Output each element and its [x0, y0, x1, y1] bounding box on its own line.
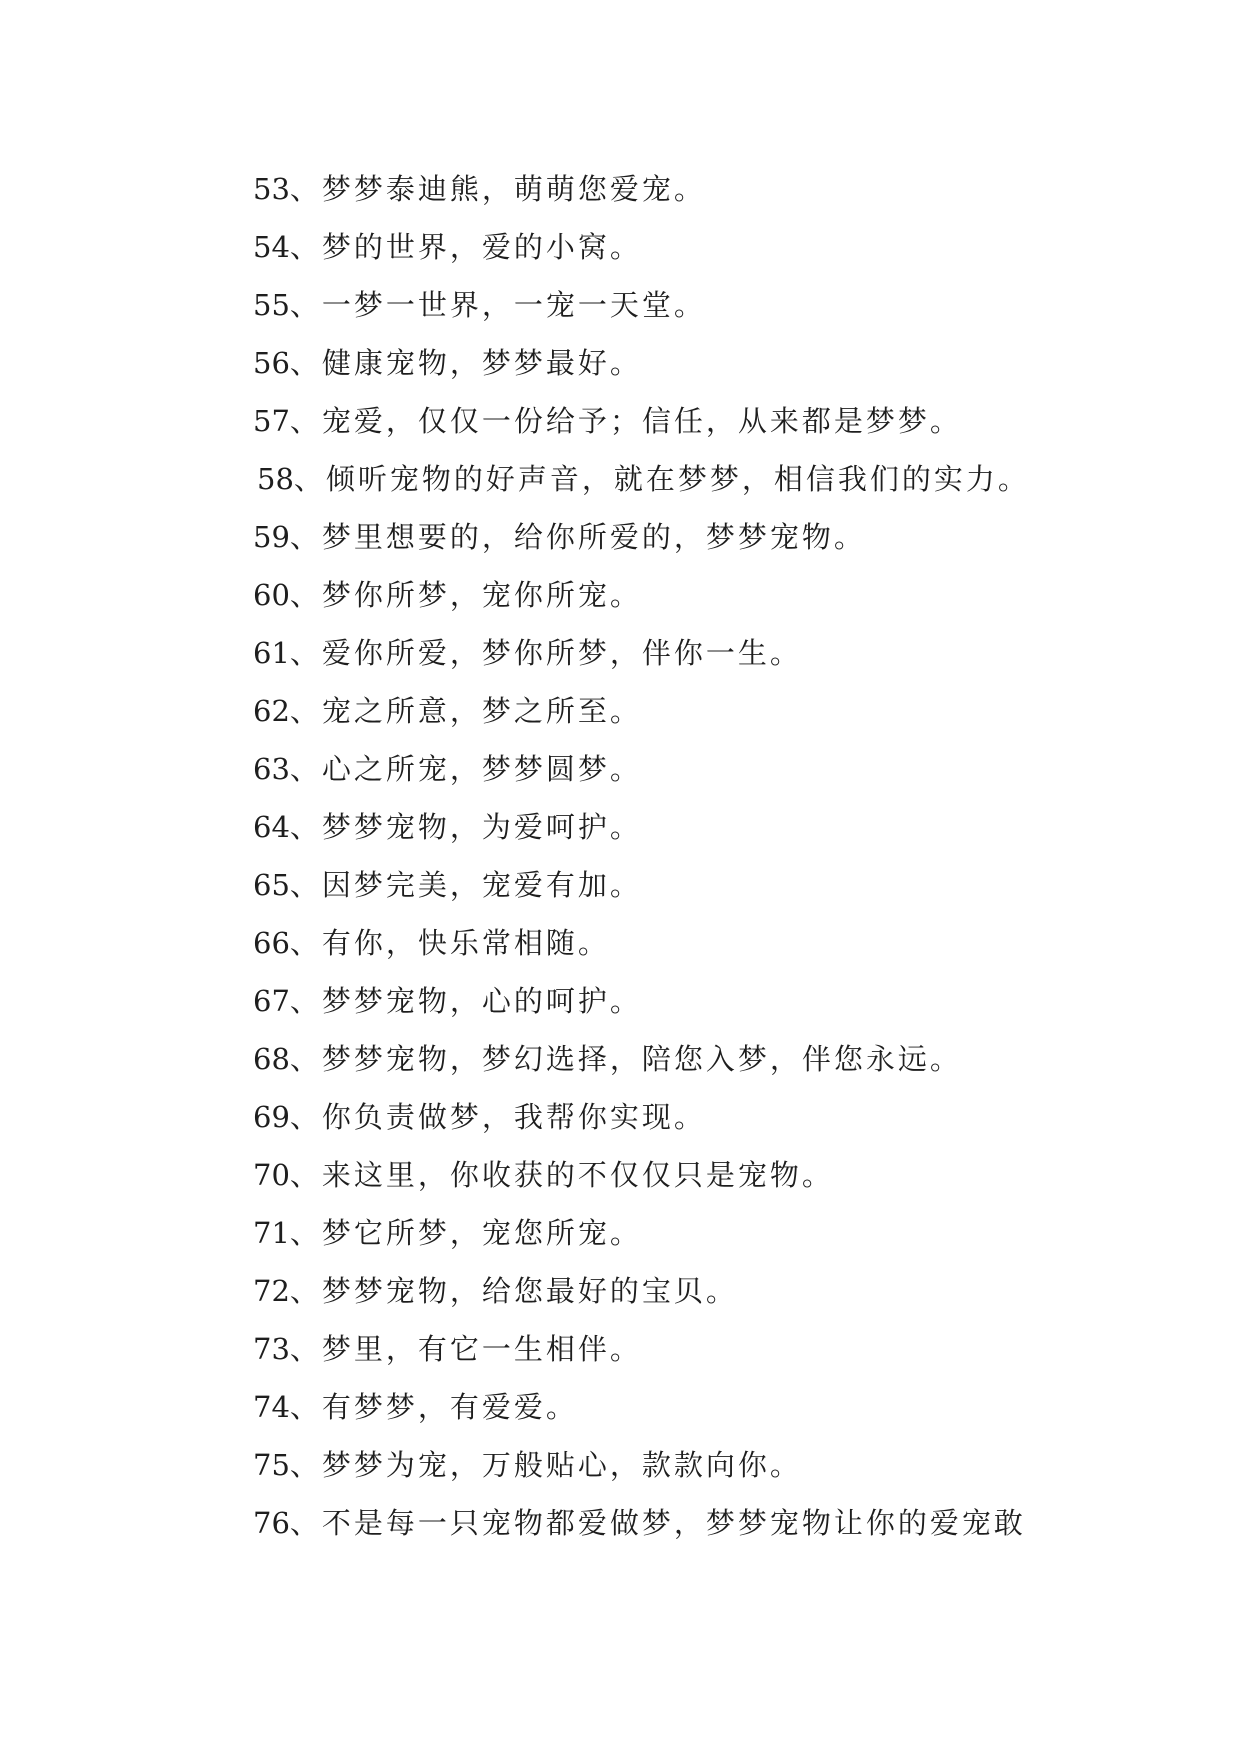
item-number: 60 [253, 578, 290, 612]
item-text: 健康宠物，梦梦最好。 [321, 346, 642, 380]
item-text: 不是每一只宠物都爱做梦，梦梦宠物让你的爱宠敢 [321, 1506, 1026, 1540]
list-item [253, 682, 1193, 740]
list-item [253, 624, 1193, 682]
item-text: 梦的世界，爱的小窝。 [321, 230, 642, 264]
item-text: 梦梦宠物，梦幻选择，陪您入梦，伴您永远。 [321, 1042, 962, 1076]
item-separator: 、 [289, 230, 322, 264]
item-text: 有你，快乐常相随。 [321, 926, 610, 960]
item-text: 倾听宠物的好声音，就在梦梦，相信我们的实力。 [325, 462, 1030, 496]
item-number: 58 [257, 462, 294, 496]
item-number: 56 [253, 346, 290, 380]
item-text: 梦梦为宠，万般贴心，款款向你。 [321, 1448, 802, 1482]
item-number: 64 [253, 810, 290, 844]
item-text: 梦里想要的，给你所爱的，梦梦宠物。 [321, 520, 866, 554]
item-number: 62 [253, 694, 290, 728]
list-item [253, 392, 1193, 450]
item-number: 75 [253, 1448, 290, 1482]
item-separator: 、 [289, 346, 322, 380]
item-separator: 、 [289, 1042, 322, 1076]
list-item [253, 1204, 1193, 1262]
item-text: 一梦一世界，一宠一天堂。 [321, 288, 706, 322]
item-text: 梦梦宠物，给您最好的宝贝。 [321, 1274, 738, 1308]
item-number: 69 [253, 1100, 290, 1134]
item-number: 70 [253, 1158, 290, 1192]
item-text: 梦里，有它一生相伴。 [321, 1332, 642, 1366]
slogan-list [253, 160, 1193, 1552]
list-item [253, 1436, 1193, 1494]
item-separator: 、 [289, 1448, 322, 1482]
list-item [253, 1320, 1193, 1378]
list-item [253, 508, 1193, 566]
list-item [253, 972, 1193, 1030]
list-item [253, 566, 1193, 624]
item-separator: 、 [289, 926, 322, 960]
item-number: 63 [253, 752, 290, 786]
item-separator: 、 [289, 1158, 322, 1192]
item-number: 73 [253, 1332, 290, 1366]
item-number: 66 [253, 926, 290, 960]
item-separator: 、 [289, 868, 322, 902]
item-text: 梦它所梦，宠您所宠。 [321, 1216, 642, 1250]
list-item [253, 740, 1193, 798]
item-number: 61 [253, 636, 290, 670]
item-number: 67 [253, 984, 290, 1018]
item-text: 有梦梦，有爱爱。 [321, 1390, 578, 1424]
list-item [253, 334, 1193, 392]
item-number: 71 [253, 1216, 290, 1250]
list-item [253, 1030, 1193, 1088]
list-item [253, 160, 1193, 218]
item-separator: 、 [289, 984, 322, 1018]
list-item [253, 1494, 1193, 1552]
item-number: 59 [253, 520, 290, 554]
list-item [253, 798, 1193, 856]
item-separator: 、 [289, 694, 322, 728]
list-item [257, 450, 1197, 508]
item-text: 来这里，你收获的不仅仅只是宠物。 [321, 1158, 834, 1192]
list-item [253, 1378, 1193, 1436]
item-separator: 、 [289, 636, 322, 670]
item-separator: 、 [289, 1506, 322, 1540]
item-separator: 、 [289, 1274, 322, 1308]
item-number: 55 [253, 288, 290, 322]
item-number: 57 [253, 404, 290, 438]
item-separator: 、 [289, 752, 322, 786]
item-text: 梦梦宠物，心的呵护。 [321, 984, 642, 1018]
item-text: 宠之所意，梦之所至。 [321, 694, 642, 728]
item-number: 54 [253, 230, 290, 264]
list-item [253, 856, 1193, 914]
item-separator: 、 [293, 462, 326, 496]
item-text: 宠爱，仅仅一份给予；信任，从来都是梦梦。 [321, 404, 962, 438]
item-separator: 、 [289, 578, 322, 612]
item-separator: 、 [289, 1100, 322, 1134]
item-number: 72 [253, 1274, 290, 1308]
item-number: 53 [253, 172, 290, 206]
item-text: 梦你所梦，宠你所宠。 [321, 578, 642, 612]
item-text: 心之所宠，梦梦圆梦。 [321, 752, 642, 786]
item-separator: 、 [289, 172, 322, 206]
list-item [253, 1262, 1193, 1320]
item-number: 65 [253, 868, 290, 902]
list-item [253, 218, 1193, 276]
item-number: 74 [253, 1390, 290, 1424]
item-separator: 、 [289, 1216, 322, 1250]
item-text: 梦梦泰迪熊，萌萌您爱宠。 [321, 172, 706, 206]
item-text: 因梦完美，宠爱有加。 [321, 868, 642, 902]
list-item [253, 276, 1193, 334]
item-separator: 、 [289, 810, 322, 844]
list-item [253, 914, 1193, 972]
list-item [253, 1088, 1193, 1146]
item-separator: 、 [289, 1390, 322, 1424]
item-number: 68 [253, 1042, 290, 1076]
item-separator: 、 [289, 404, 322, 438]
item-text: 你负责做梦，我帮你实现。 [321, 1100, 706, 1134]
item-text: 爱你所爱，梦你所梦，伴你一生。 [321, 636, 802, 670]
item-separator: 、 [289, 1332, 322, 1366]
list-item [253, 1146, 1193, 1204]
item-text: 梦梦宠物，为爱呵护。 [321, 810, 642, 844]
item-separator: 、 [289, 288, 322, 322]
item-number: 76 [253, 1506, 290, 1540]
item-separator: 、 [289, 520, 322, 554]
